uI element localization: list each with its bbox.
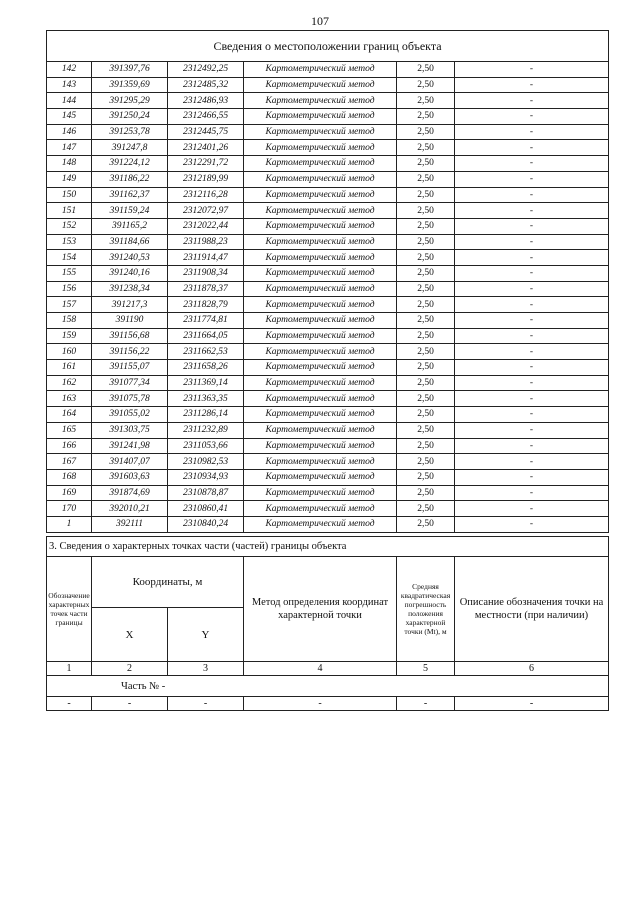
- table-row: [47, 407, 609, 423]
- header-y: Y: [168, 608, 244, 662]
- mt-value: 2,50: [397, 344, 455, 360]
- coord-x: 391295,29: [92, 93, 168, 109]
- point-number: 144: [47, 93, 92, 109]
- coord-y: 2310860,41: [168, 501, 244, 517]
- coord-y: 2312072,97: [168, 203, 244, 219]
- coord-x: 391184,66: [92, 234, 168, 250]
- coord-x: 391250,24: [92, 109, 168, 125]
- description: -: [455, 203, 609, 219]
- coord-y: 2310982,53: [168, 454, 244, 470]
- coord-y: 2312466,55: [168, 109, 244, 125]
- coord-x: 391874,69: [92, 485, 168, 501]
- table-row: [47, 469, 609, 485]
- mt-value: 2,50: [397, 407, 455, 423]
- method: Картометрический метод: [244, 124, 397, 140]
- table-row: [47, 313, 609, 329]
- point-number: 166: [47, 438, 92, 454]
- table-title: Сведения о местоположении границ объекта: [47, 31, 609, 62]
- coord-y: 2312022,44: [168, 218, 244, 234]
- mt-value: 2,50: [397, 171, 455, 187]
- method: Картометрический метод: [244, 485, 397, 501]
- method: Картометрический метод: [244, 422, 397, 438]
- point-number: 148: [47, 156, 92, 172]
- col-number: 4: [244, 662, 397, 676]
- col-number: 2: [92, 662, 168, 676]
- point-number: 153: [47, 234, 92, 250]
- header-method: Метод определения координат характерной точки: [244, 557, 397, 662]
- coord-x: 391217,3: [92, 297, 168, 313]
- coord-y: 2311662,53: [168, 344, 244, 360]
- mt-value: 2,50: [397, 218, 455, 234]
- table-cell: -: [244, 697, 397, 711]
- coord-y: 2312116,28: [168, 187, 244, 203]
- mt-value: 2,50: [397, 265, 455, 281]
- table-row: [47, 77, 609, 93]
- method: Картометрический метод: [244, 265, 397, 281]
- mt-value: 2,50: [397, 313, 455, 329]
- point-number: 151: [47, 203, 92, 219]
- coord-x: 391055,02: [92, 407, 168, 423]
- method: Картометрический метод: [244, 203, 397, 219]
- mt-value: 2,50: [397, 375, 455, 391]
- coord-y: 2311286,14: [168, 407, 244, 423]
- method: Картометрический метод: [244, 281, 397, 297]
- section-title: 3. Сведения о характерных точках части (частей) границы объекта: [47, 537, 609, 557]
- point-number: 165: [47, 422, 92, 438]
- col-number: 5: [397, 662, 455, 676]
- method: Картометрический метод: [244, 391, 397, 407]
- coord-x: 391303,75: [92, 422, 168, 438]
- table-row: [47, 375, 609, 391]
- header-point-designation: Обозначение характерных точек части границы: [47, 557, 92, 662]
- table-row: [47, 234, 609, 250]
- point-number: 150: [47, 187, 92, 203]
- description: -: [455, 77, 609, 93]
- table-row: [47, 454, 609, 470]
- coord-x: 391162,37: [92, 187, 168, 203]
- col-number: 6: [455, 662, 609, 676]
- method: Картометрический метод: [244, 297, 397, 313]
- coord-y: 2311988,23: [168, 234, 244, 250]
- table-row: [47, 171, 609, 187]
- table-row: [47, 140, 609, 156]
- coord-x: 391253,78: [92, 124, 168, 140]
- mt-value: 2,50: [397, 109, 455, 125]
- description: -: [455, 124, 609, 140]
- method: Картометрический метод: [244, 250, 397, 266]
- point-number: 146: [47, 124, 92, 140]
- mt-value: 2,50: [397, 62, 455, 78]
- coord-y: 2311658,26: [168, 360, 244, 376]
- coord-x: 391397,76: [92, 62, 168, 78]
- description: -: [455, 109, 609, 125]
- coord-y: 2311232,89: [168, 422, 244, 438]
- coord-y: 2312445,75: [168, 124, 244, 140]
- point-number: 170: [47, 501, 92, 517]
- table-row: [47, 391, 609, 407]
- method: Картометрический метод: [244, 516, 397, 532]
- header-coordinates: Координаты, м: [92, 557, 244, 608]
- coord-y: 2312492,25: [168, 62, 244, 78]
- table-row: [47, 516, 609, 532]
- mt-value: 2,50: [397, 454, 455, 470]
- mt-value: 2,50: [397, 438, 455, 454]
- coord-y: 2311828,79: [168, 297, 244, 313]
- coord-x: 391190: [92, 313, 168, 329]
- point-number: 155: [47, 265, 92, 281]
- description: -: [455, 250, 609, 266]
- table-row: [47, 297, 609, 313]
- coord-x: 391238,34: [92, 281, 168, 297]
- coord-y: 2310878,87: [168, 485, 244, 501]
- coord-y: 2311664,05: [168, 328, 244, 344]
- coord-x: 392111: [92, 516, 168, 532]
- coord-y: 2312486,93: [168, 93, 244, 109]
- table-row: [47, 360, 609, 376]
- description: -: [455, 156, 609, 172]
- table-cell: -: [397, 697, 455, 711]
- table-row: [47, 62, 609, 78]
- coord-y: 2311363,35: [168, 391, 244, 407]
- method: Картометрический метод: [244, 156, 397, 172]
- mt-value: 2,50: [397, 501, 455, 517]
- method: Картометрический метод: [244, 234, 397, 250]
- coord-y: 2311369,14: [168, 375, 244, 391]
- description: -: [455, 93, 609, 109]
- point-number: 147: [47, 140, 92, 156]
- description: -: [455, 360, 609, 376]
- description: -: [455, 313, 609, 329]
- coord-y: 2312401,26: [168, 140, 244, 156]
- coord-x: 391156,22: [92, 344, 168, 360]
- method: Картометрический метод: [244, 454, 397, 470]
- col-number: 3: [168, 662, 244, 676]
- description: -: [455, 187, 609, 203]
- point-number: 162: [47, 375, 92, 391]
- method: Картометрический метод: [244, 93, 397, 109]
- coord-y: 2311774,81: [168, 313, 244, 329]
- description: -: [455, 391, 609, 407]
- coord-x: 391155,07: [92, 360, 168, 376]
- point-number: 143: [47, 77, 92, 93]
- header-description: Описание обозначения точки на местности (при наличии): [455, 557, 609, 662]
- table-cell: -: [455, 697, 609, 711]
- header-mt: Средняя квадратическая погрешность положения характерной точки (Мt), м: [397, 557, 455, 662]
- method: Картометрический метод: [244, 438, 397, 454]
- coord-y: 2311878,37: [168, 281, 244, 297]
- table-row: [47, 501, 609, 517]
- point-number: 149: [47, 171, 92, 187]
- col-number: 1: [47, 662, 92, 676]
- method: Картометрический метод: [244, 344, 397, 360]
- coord-y: 2311053,66: [168, 438, 244, 454]
- mt-value: 2,50: [397, 156, 455, 172]
- method: Картометрический метод: [244, 187, 397, 203]
- point-number: 167: [47, 454, 92, 470]
- mt-value: 2,50: [397, 203, 455, 219]
- point-number: 156: [47, 281, 92, 297]
- point-number: 142: [47, 62, 92, 78]
- mt-value: 2,50: [397, 422, 455, 438]
- table-row: [47, 218, 609, 234]
- description: -: [455, 422, 609, 438]
- description: -: [455, 469, 609, 485]
- method: Картометрический метод: [244, 407, 397, 423]
- method: Картометрический метод: [244, 313, 397, 329]
- description: -: [455, 328, 609, 344]
- mt-value: 2,50: [397, 250, 455, 266]
- table-cell: -: [168, 697, 244, 711]
- mt-value: 2,50: [397, 234, 455, 250]
- table-row: [47, 281, 609, 297]
- table-row: [47, 203, 609, 219]
- coord-x: 391075,78: [92, 391, 168, 407]
- table-row: [47, 124, 609, 140]
- coord-y: 2311908,34: [168, 265, 244, 281]
- point-number: 1: [47, 516, 92, 532]
- coord-x: 391224,12: [92, 156, 168, 172]
- coord-y: 2312485,32: [168, 77, 244, 93]
- coord-x: 391156,68: [92, 328, 168, 344]
- description: -: [455, 281, 609, 297]
- description: -: [455, 234, 609, 250]
- description: -: [455, 485, 609, 501]
- table-row: [47, 438, 609, 454]
- mt-value: 2,50: [397, 281, 455, 297]
- description: -: [455, 218, 609, 234]
- table-row: [47, 328, 609, 344]
- mt-value: 2,50: [397, 187, 455, 203]
- coord-y: 2312291,72: [168, 156, 244, 172]
- table-row: [47, 187, 609, 203]
- table-row: [47, 265, 609, 281]
- point-number: 145: [47, 109, 92, 125]
- coord-x: 391240,53: [92, 250, 168, 266]
- description: -: [455, 501, 609, 517]
- point-number: 163: [47, 391, 92, 407]
- coord-x: 391240,16: [92, 265, 168, 281]
- mt-value: 2,50: [397, 516, 455, 532]
- coord-y: 2312189,99: [168, 171, 244, 187]
- coord-y: 2310934,93: [168, 469, 244, 485]
- point-number: 152: [47, 218, 92, 234]
- table-cell: -: [47, 697, 92, 711]
- description: -: [455, 344, 609, 360]
- method: Картометрический метод: [244, 62, 397, 78]
- table-row: [47, 93, 609, 109]
- table-row: [47, 422, 609, 438]
- header-x: X: [92, 608, 168, 662]
- coord-x: 391241,98: [92, 438, 168, 454]
- table-row: [47, 156, 609, 172]
- point-number: 157: [47, 297, 92, 313]
- method: Картометрический метод: [244, 360, 397, 376]
- coord-x: 391159,24: [92, 203, 168, 219]
- point-number: 169: [47, 485, 92, 501]
- mt-value: 2,50: [397, 297, 455, 313]
- description: -: [455, 171, 609, 187]
- description: -: [455, 407, 609, 423]
- description: -: [455, 516, 609, 532]
- mt-value: 2,50: [397, 391, 455, 407]
- mt-value: 2,50: [397, 124, 455, 140]
- mt-value: 2,50: [397, 469, 455, 485]
- coord-x: 391247,8: [92, 140, 168, 156]
- point-number: 161: [47, 360, 92, 376]
- coord-x: 391165,2: [92, 218, 168, 234]
- table-row: [47, 485, 609, 501]
- point-number: 164: [47, 407, 92, 423]
- point-number: 158: [47, 313, 92, 329]
- coord-y: 2311914,47: [168, 250, 244, 266]
- description: -: [455, 454, 609, 470]
- table-row: [47, 109, 609, 125]
- description: -: [455, 297, 609, 313]
- part-label: Часть № -: [47, 676, 609, 697]
- coord-x: 391359,69: [92, 77, 168, 93]
- coord-x: 391603,63: [92, 469, 168, 485]
- description: -: [455, 62, 609, 78]
- part-points-table: [46, 536, 609, 711]
- method: Картометрический метод: [244, 109, 397, 125]
- method: Картометрический метод: [244, 469, 397, 485]
- description: -: [455, 265, 609, 281]
- description: -: [455, 375, 609, 391]
- method: Картометрический метод: [244, 218, 397, 234]
- mt-value: 2,50: [397, 360, 455, 376]
- coord-x: 391407,07: [92, 454, 168, 470]
- method: Картометрический метод: [244, 375, 397, 391]
- method: Картометрический метод: [244, 140, 397, 156]
- mt-value: 2,50: [397, 140, 455, 156]
- description: -: [455, 140, 609, 156]
- boundary-points-table: [46, 30, 609, 533]
- method: Картометрический метод: [244, 171, 397, 187]
- table-row: [47, 250, 609, 266]
- point-number: 160: [47, 344, 92, 360]
- method: Картометрический метод: [244, 77, 397, 93]
- mt-value: 2,50: [397, 485, 455, 501]
- method: Картометрический метод: [244, 328, 397, 344]
- description: -: [455, 438, 609, 454]
- page-number: 107: [311, 14, 329, 28]
- coord-y: 2310840,24: [168, 516, 244, 532]
- table-cell: -: [92, 697, 168, 711]
- coord-x: 391077,34: [92, 375, 168, 391]
- coord-x: 392010,21: [92, 501, 168, 517]
- table-row: [47, 344, 609, 360]
- mt-value: 2,50: [397, 77, 455, 93]
- mt-value: 2,50: [397, 93, 455, 109]
- method: Картометрический метод: [244, 501, 397, 517]
- point-number: 159: [47, 328, 92, 344]
- coord-x: 391186,22: [92, 171, 168, 187]
- point-number: 154: [47, 250, 92, 266]
- table-body: [47, 62, 609, 533]
- mt-value: 2,50: [397, 328, 455, 344]
- point-number: 168: [47, 469, 92, 485]
